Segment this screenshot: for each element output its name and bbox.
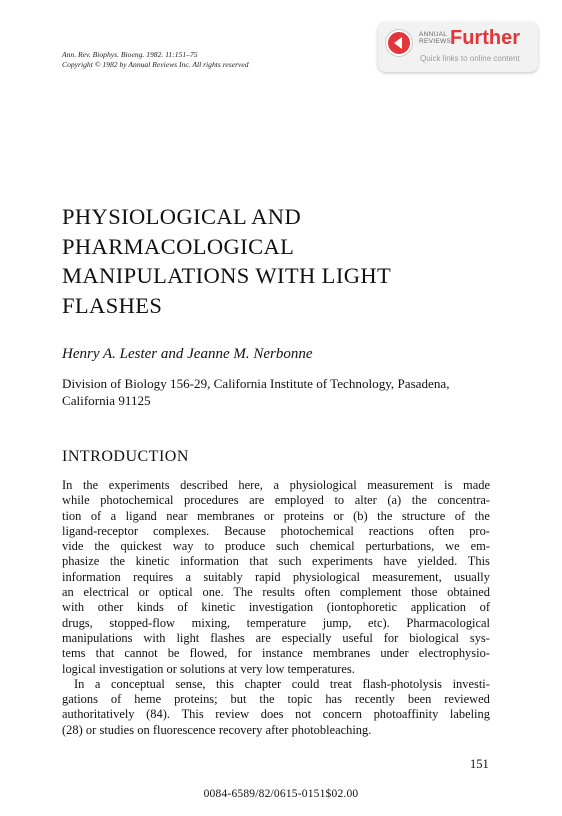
title-line: FLASHES (62, 292, 163, 318)
body-line: In a conceptual sense, this chapter could treat flash-photolysis investi- (74, 676, 490, 691)
affiliation-line: Division of Biology 156-29, California Institute of Technology, Pasadena, (62, 376, 450, 391)
citation-line-2: Copyright © 1982 by Annual Reviews Inc. All rights reserved (62, 59, 249, 69)
body-line: manipulations with light flashes are especially useful for biological sys- (62, 630, 490, 645)
back-arrow-icon (386, 30, 412, 56)
body-line: ligand-receptor complexes. Because photochemical reactions often pro- (62, 523, 490, 538)
reviews-label: REVIEWS (419, 38, 452, 45)
body-line: logical investigation or solutions at very low temperatures. (62, 661, 355, 676)
body-line: information requires a suitably rapid physiological measurement, usually (62, 569, 490, 584)
title-line: PHARMACOLOGICAL (62, 233, 295, 259)
article-title (62, 202, 391, 320)
body-line: (28) or studies on fluorescence recovery after photobleaching. (62, 722, 372, 737)
title-line: MANIPULATIONS WITH LIGHT (62, 263, 392, 288)
citation (62, 50, 249, 69)
body-line: In the experiments described here, a physiological measurement is made (62, 478, 490, 492)
body-line: drugs, stopped-flow mixing, temperature jump, etc). Pharmacological (62, 615, 490, 630)
body-line: while photochemical procedures are employed to alter (a) the concentra- (62, 493, 490, 508)
body-text (62, 478, 490, 738)
citation-line-1: Ann. Rev. Biophys. Bioeng. 1982. 11:151–75 (62, 50, 198, 59)
body-line: phasize the kinetic information that such experiments have yielded. This (62, 554, 490, 569)
footer-code: 0084-6589/82/0615-0151$02.00 (203, 788, 359, 800)
authors: Henry A. Lester and Jeanne M. Nerbonne (62, 346, 313, 362)
body-line: an electrical or optical one. The results often complement those obtained (62, 585, 490, 600)
further-tagline: Quick links to online content (420, 54, 520, 63)
body-line: authoritatively (84). This review does not concern photoaffinity labeling (62, 707, 490, 722)
further-word: Further (450, 27, 520, 49)
body-line: tion of a ligand near membranes or proteins or (b) the structure of the (62, 508, 490, 523)
annual-reviews-label (419, 31, 451, 45)
affiliation (62, 375, 449, 409)
affiliation-line: California 91125 (62, 393, 151, 408)
body-line: with other kinds of kinetic investigation (iontophoretic application of (62, 600, 490, 615)
section-heading: INTRODUCTION (62, 448, 189, 465)
body-line: tems that cannot be flowed, for instance membranes under electrophysio- (62, 646, 490, 661)
body-line: gations of heme proteins; but the topic has recently been reviewed (62, 692, 490, 707)
further-badge[interactable] (378, 22, 538, 72)
body-line: vide the quickest way to produce such chemical perturbations, we em- (62, 539, 490, 554)
page-number: 151 (470, 757, 489, 771)
annual-label: ANNUAL (419, 31, 448, 38)
title-line: PHYSIOLOGICAL AND (62, 204, 302, 229)
